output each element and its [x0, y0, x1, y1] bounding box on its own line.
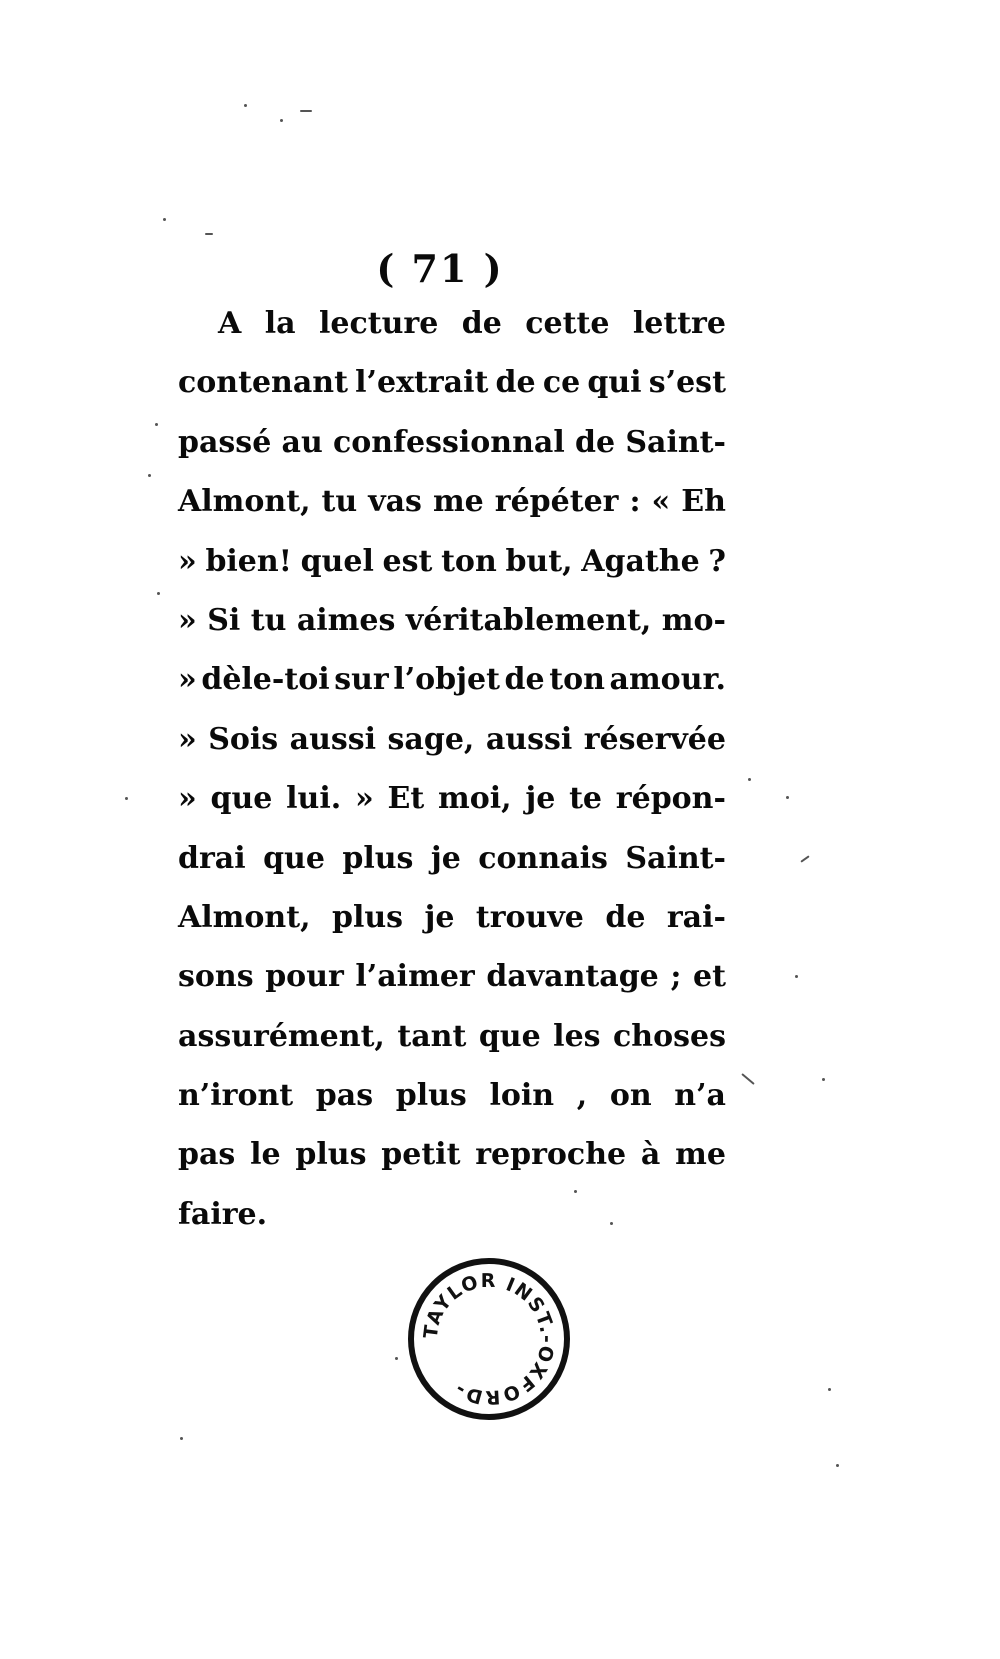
- word: lettre: [632, 306, 726, 341]
- word: plus: [295, 1137, 367, 1173]
- word: me: [432, 484, 484, 520]
- word: et: [693, 959, 726, 995]
- word: Si: [207, 602, 241, 638]
- word: aussi: [485, 721, 573, 757]
- word: aimes: [296, 602, 396, 638]
- text-line: [178, 532, 726, 591]
- word: qui: [587, 365, 642, 401]
- word: choses: [613, 1018, 726, 1054]
- word: davantage: [486, 959, 659, 995]
- text-line: [178, 1066, 726, 1125]
- page-number: ( 71 ): [376, 246, 504, 291]
- word: Saint-: [625, 840, 726, 876]
- print-speck: [800, 855, 809, 862]
- text-line: [178, 1007, 726, 1066]
- print-speck: [244, 104, 247, 107]
- word: ;: [670, 959, 682, 995]
- print-speck: [748, 778, 751, 781]
- word: de: [605, 899, 646, 935]
- word: ton: [549, 662, 605, 698]
- word: que: [210, 781, 273, 817]
- print-speck: [822, 1078, 825, 1081]
- text-line: [178, 472, 726, 531]
- print-speck: [574, 1190, 577, 1193]
- word: faire.: [178, 1196, 268, 1232]
- word: but,: [505, 543, 573, 579]
- word: drai: [178, 840, 246, 876]
- word: »: [178, 721, 197, 757]
- word: petit: [381, 1137, 461, 1173]
- word: mo-: [661, 602, 726, 638]
- word: les: [553, 1018, 601, 1054]
- word: contenant: [178, 365, 348, 401]
- word: Sois: [208, 721, 279, 757]
- word: ?: [708, 543, 726, 579]
- word: lecture: [319, 306, 439, 341]
- word: ton: [441, 543, 497, 579]
- word: répon-: [615, 781, 726, 817]
- text-line: [178, 1125, 726, 1184]
- print-speck: [280, 119, 283, 122]
- text-line: [178, 1185, 726, 1244]
- word: à: [640, 1137, 661, 1173]
- word: de: [504, 662, 545, 698]
- word: bien!: [205, 543, 292, 579]
- print-speck: [163, 218, 166, 221]
- word: assurément,: [178, 1018, 385, 1054]
- text-line: [178, 591, 726, 650]
- print-speck: [155, 423, 158, 426]
- text-line: [178, 888, 726, 947]
- word: quel: [300, 543, 374, 579]
- word: me: [675, 1137, 726, 1173]
- word: Et: [387, 781, 425, 817]
- word: véritablement,: [405, 602, 652, 638]
- word: sage,: [387, 721, 475, 757]
- word: Almont,: [178, 484, 311, 520]
- word: Saint-: [625, 424, 726, 460]
- word: s’est: [648, 365, 726, 401]
- word: lui.: [286, 781, 342, 817]
- word: n’a: [674, 1078, 726, 1114]
- print-speck: [786, 796, 789, 799]
- print-speck: [610, 1222, 613, 1225]
- word: que: [478, 1018, 541, 1054]
- word: confessionnal: [333, 424, 565, 460]
- word: te: [569, 781, 603, 817]
- word: je: [430, 840, 461, 876]
- svg-text:TAYLOR INST.-OXFORD-: TAYLOR INST.-OXFORD-: [419, 1269, 559, 1409]
- word: l’extrait: [355, 365, 489, 401]
- word: trouve: [475, 899, 584, 935]
- word: l’objet: [393, 662, 500, 698]
- word: répéter: [494, 484, 619, 520]
- print-speck: [395, 1357, 398, 1360]
- word: tant: [397, 1018, 467, 1054]
- print-speck: [157, 592, 160, 595]
- word: aussi: [289, 721, 377, 757]
- library-stamp-icon: [404, 1254, 574, 1424]
- body-text: [178, 294, 726, 1244]
- word: ce: [542, 365, 581, 401]
- word: loin: [489, 1078, 555, 1114]
- word: :: [629, 484, 641, 520]
- word: le: [250, 1137, 281, 1173]
- print-speck: [300, 110, 312, 112]
- print-speck: [828, 1388, 831, 1391]
- print-speck: [148, 474, 151, 477]
- word: dèle-toi: [201, 662, 330, 698]
- word: rai-: [666, 899, 726, 935]
- print-speck: [836, 1464, 839, 1467]
- word: Eh: [681, 484, 726, 520]
- word: n’iront: [178, 1078, 294, 1114]
- word: «: [651, 484, 671, 520]
- text-line: [178, 769, 726, 828]
- word: plus: [342, 840, 414, 876]
- text-line: [178, 294, 726, 353]
- word: cette: [525, 306, 610, 341]
- word: de: [575, 424, 616, 460]
- word: connais: [478, 840, 608, 876]
- text-line: [178, 947, 726, 1006]
- print-speck: [795, 975, 798, 978]
- word: ,: [576, 1078, 588, 1114]
- word: passé: [178, 424, 272, 460]
- word: Agathe: [581, 543, 700, 579]
- word: »: [178, 662, 197, 698]
- word: pas: [178, 1137, 236, 1173]
- word: amour.: [609, 662, 726, 698]
- word: pas: [315, 1078, 374, 1114]
- text-line: [178, 413, 726, 472]
- word: est: [382, 543, 433, 579]
- word: reproche: [475, 1137, 627, 1173]
- word: Almont,: [178, 899, 311, 935]
- word: »: [178, 781, 197, 817]
- word: »: [178, 543, 197, 579]
- word: l’aimer: [355, 959, 475, 995]
- word: sur: [334, 662, 389, 698]
- print-speck: [180, 1437, 183, 1440]
- word: réservée: [583, 721, 726, 757]
- print-speck: [205, 233, 213, 235]
- word: A: [218, 306, 242, 341]
- text-line: [178, 710, 726, 769]
- word: sons: [178, 959, 254, 995]
- word: »: [354, 781, 374, 817]
- word: plus: [331, 899, 404, 935]
- word: la: [264, 306, 296, 341]
- word: de: [461, 306, 502, 341]
- word: plus: [395, 1078, 467, 1114]
- word: »: [178, 602, 197, 638]
- word: que: [263, 840, 325, 876]
- word: vas: [368, 484, 422, 520]
- word: au: [281, 424, 323, 460]
- text-line: [178, 353, 726, 412]
- word: de: [495, 365, 536, 401]
- word: tu: [250, 602, 287, 638]
- word: moi,: [438, 781, 512, 817]
- word: je: [525, 781, 556, 817]
- print-speck: [741, 1073, 755, 1085]
- print-speck: [125, 797, 128, 800]
- word: je: [424, 899, 455, 935]
- word: on: [609, 1078, 652, 1114]
- text-line: [178, 650, 726, 709]
- word: pour: [265, 959, 344, 995]
- word: tu: [321, 484, 358, 520]
- text-line: [178, 829, 726, 888]
